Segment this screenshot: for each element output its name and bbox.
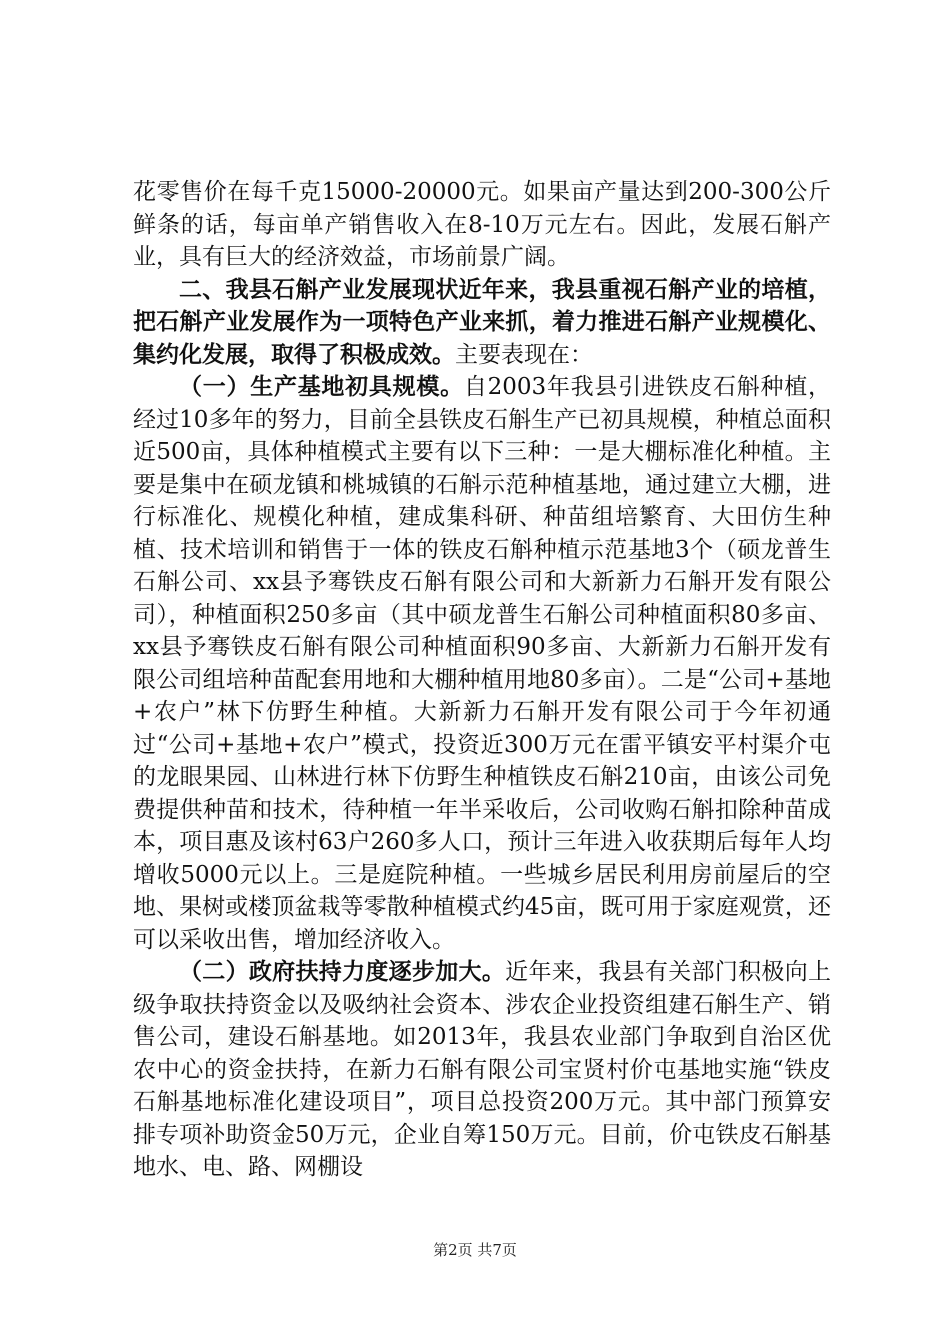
paragraph-text: 花零售价在每千克15000-20000元。如果亩产量达到200-300公斤鲜条的话，每亩单产销售收入在8-10万元左右。因此，发展石斛产业，具有巨大的经济效益，市场前景广阔。 <box>133 179 831 270</box>
subsection-heading: （一）生产基地初具规模。 <box>179 373 464 400</box>
page-number: 第2页 共7页 <box>433 1241 517 1259</box>
paragraph-subsection-two <box>133 956 831 1184</box>
paragraph-text: 主要表现在： <box>455 341 593 368</box>
paragraph-section-two <box>133 274 831 372</box>
paragraph-text: 近年来，我县有关部门积极向上级争取扶持资金以及吸纳社会资本、涉农企业投资组建石斛生产、销售公司，建设石斛基地。如2013年，我县农业部门争取到自治区优农中心的资金扶持，在新力石斛有限公司宝贤村价屯基地实施“铁皮石斛基地标准化建设项目”，项目总投资200万元。其中部门预算安排专项补助资金50万元，企业自筹150万元。目前，价屯铁皮石斛基地水、电、路、网棚设 <box>133 959 832 1180</box>
document-body <box>133 176 831 1184</box>
paragraph-text: 自2003年我县引进铁皮石斛种植，经过10多年的努力，目前全县铁皮石斛生产已初具规模，种植总面积近500亩，具体种植模式主要有以下三种：一是大棚标准化种植。主要是集中在硕龙镇和桃城镇的石斛示范种植基地，通过建立大棚，进行标准化、规模化种植，建成集科研、种苗组培繁育、大田仿生种植、技术培训和销售于一体的铁皮石斛种植示范基地3个（硕龙普生石斛公司、xx县予骞铁皮石斛有限公司和大新新力石斛开发有限公司），种植面积250多亩（其中硕龙普生石斛公司种植面积80多亩、xx县予骞铁皮石斛有限公司种植面积90多亩、大新新力石斛开发有限公司组培种苗配套用地和大棚种植用地80多亩）。二是“公司+基地+农户”林下仿野生种植。大新新力石斛开发有限公司于今年初通过“公司+基地+农户”模式，投资近300万元在雷平镇安平村渠介屯的龙眼果园、山林进行林下仿野生种植铁皮石斛210亩，由该公司免费提供种苗和技术，待种植一年半采收后，公司收购石斛扣除种苗成本，项目惠及该村63户260多人口，预计三年进入收获期后每年人均增收5000元以上。三是庭院种植。一些城乡居民利用房前屋后的空地、果树或楼顶盆栽等零散种植模式约45亩，既可用于家庭观赏，还可以采收出售，增加经济收入。 <box>133 374 831 953</box>
subsection-heading: （二）政府扶持力度逐步加大。 <box>179 958 506 985</box>
paragraph-intro <box>133 176 831 274</box>
paragraph-subsection-one <box>133 371 831 956</box>
section-heading: 二、我县石斛产业发展现状近年来，我县重视石斛产业的培植，把石斛产业发展作为一项特色产业来抓，着力推进石斛产业规模化、集约化发展，取得了积极成效。 <box>133 275 831 368</box>
page-footer <box>0 1240 950 1260</box>
